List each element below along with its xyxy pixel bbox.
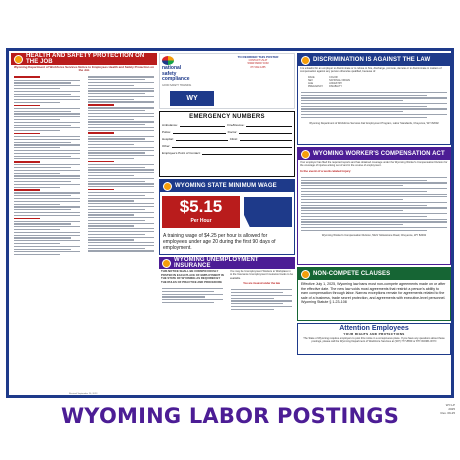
- workers-comp-event-heading: In the event of a work-related injury: [300, 168, 351, 173]
- emergency-row: Police: Doctor:: [162, 130, 292, 134]
- reorder-info: TO REORDER THIS POSTER CONTACT US AT WWW.NSPAY.COM 877-822-1255: [237, 55, 279, 69]
- health-safety-header: HEALTH AND SAFETY PROTECTION ON THE JOB: [11, 53, 157, 65]
- wage-amount-box: $5.15 Per Hour: [162, 196, 240, 228]
- health-safety-subtitle: Wyoming Department of Workforce Services Notice to Employees Health and Safety Protection on the Job: [14, 65, 154, 73]
- page-title: WYOMING LABOR POSTINGS: [60, 404, 400, 428]
- minimum-wage-panel: [159, 179, 295, 255]
- protected-grounds: RACE SEX AGE PREGNANCY COLOR NATIONAL ORIGIN ANCESTRY DISABILITY: [308, 75, 351, 89]
- state-badge: WY: [170, 91, 214, 106]
- nsc-panel: [159, 53, 295, 109]
- attention-text: The State of Wyoming requires employers to post this notice in a conspicuous place. If you have any questions about these postings, please call the Wyoming Department of Workforce Services at (307) 777-8650 or 877-WORK-WYO: [303, 337, 445, 344]
- unemployment-intro: You may be Unemployment Workers to Workplace in to the Insurance Unemployment Insurance books to be available.: [230, 270, 294, 280]
- emergency-row: Hospital: Clinic:: [162, 137, 292, 141]
- workers-comp-intro: Your employer has filed the required reports and has obtained coverage under the Wyoming Worker's Compensation Division for the coverage of injuries arising out of and in the course of employment.: [300, 161, 448, 168]
- workers-comp-panel: [297, 147, 451, 265]
- labor-poster: [6, 48, 454, 398]
- noncompete-header: NON-COMPETE CLAUSES: [298, 268, 450, 280]
- state-seal-icon: [162, 259, 171, 268]
- poster-revision: Revised September 20, 2023: [69, 393, 98, 395]
- workers-comp-header: WYOMING WORKER'S COMPENSATION ACT: [298, 148, 450, 160]
- discrimination-header: DISCRIMINATION IS AGAINST THE LAW: [298, 54, 450, 66]
- discrimination-intro: It is unlawful for an employer to discriminate or to refuse to hire, discharge, promote, demote or to discriminate in matters of compensation against any person otherwise qualified, because of:: [300, 67, 442, 74]
- state-seal-icon: [301, 150, 310, 159]
- minimum-wage-header: WYOMING STATE MINIMUM WAGE: [160, 180, 294, 192]
- noncompete-text: Effective July 1, 2025, Wyoming law bans most non-compete agreements made on or after the effective date. The new law voids most agreements that restrict a person's ability to earn compensation through labor. Narrow exceptions remain for agreements related to the sale of a business, trade secret protection, and agreements with executive-level personnel. Wyoming Statute § 1-23-108: [301, 282, 446, 305]
- reorder-site[interactable]: WWW.NSPAY.COM: [247, 62, 269, 66]
- attention-subtitle: YOUR RIGHTS AND PROTECTIONS: [343, 332, 405, 336]
- nsc-logo-icon: [162, 56, 174, 65]
- emergency-row: Other:: [162, 144, 292, 148]
- nsc-logo: national safety compliance GOOD SAFETY TRAINING WY: [160, 54, 222, 108]
- state-seal-icon: [301, 270, 310, 279]
- noncompete-panel: [297, 267, 451, 321]
- discrimination-panel: [297, 53, 451, 145]
- poster-code: WY-LP 2025 Rev. 09-25: [440, 403, 455, 415]
- state-seal-icon: [163, 182, 172, 191]
- right-column: [297, 53, 451, 393]
- attention-panel: [297, 323, 451, 355]
- unemployment-panel: [159, 257, 295, 312]
- training-wage-note: A training wage of $4.25 per hour is allowed for employees under age 20 during the first 90 days of employment.: [163, 233, 276, 251]
- state-seal-icon: [14, 55, 23, 64]
- discrimination-contact: Wyoming Department of Workforce Services Fair Employment Program, Labor Standards, Cheyenne, WY 82002: [309, 121, 439, 125]
- unemployment-header: WYOMING UNEMPLOYMENT INSURANCE: [159, 257, 295, 269]
- emergency-row: Employee's Point of Contact:: [162, 151, 292, 155]
- unemployment-subheading: You are insured under the law: [243, 282, 280, 286]
- health-safety-body: [11, 74, 157, 258]
- emergency-numbers: EMERGENCY NUMBERS Ambulance: Fire/Rescue: Police: Doctor: Hospital: Clinic: Other: Employee's Point of Contact:: [159, 111, 295, 177]
- wyoming-state-shape: [244, 197, 292, 227]
- emergency-row: Ambulance: Fire/Rescue:: [162, 123, 292, 127]
- health-safety-column: [11, 53, 157, 393]
- middle-column: [159, 53, 295, 393]
- state-seal-icon: [301, 56, 310, 65]
- unemployment-notice: THIS NOTICE SHALL BE CONSPICUOUSLY POSTED IN EACH PLACE OF EMPLOYMENT IN THE STATE OF WYOMING AS REQUIRED BY THE RULES OF PRACTICE AND PROCEDURE: [161, 269, 224, 284]
- reorder-phone: 877-822-1255: [250, 65, 266, 69]
- workers-comp-address: Wyoming Worker's Compensation Division, 5221 Yellowstone Road, Cheyenne, WY 82002: [321, 234, 427, 238]
- attention-title: Attention Employees: [339, 325, 409, 332]
